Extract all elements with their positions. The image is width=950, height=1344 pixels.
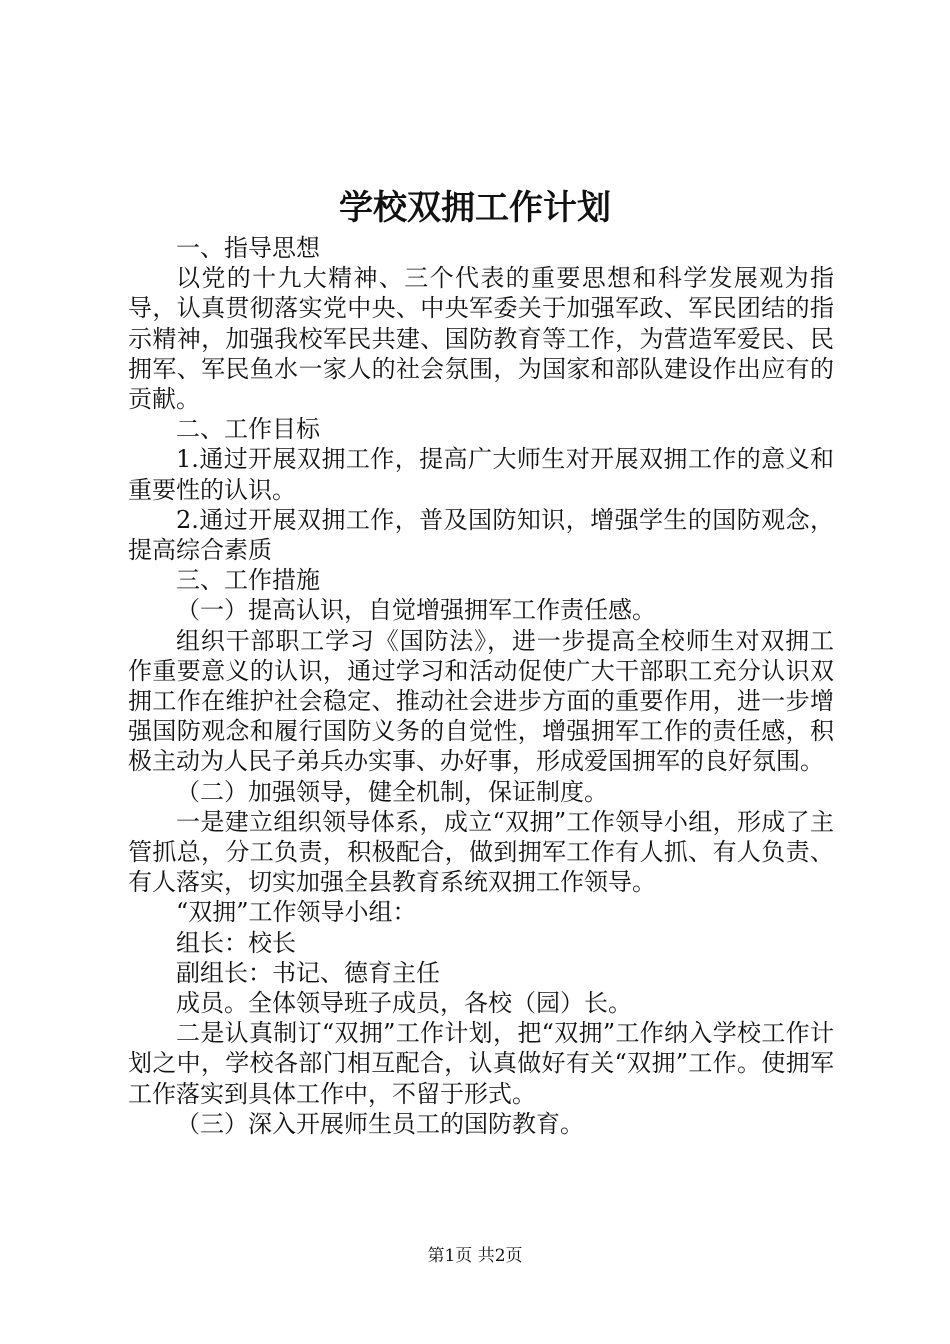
- paragraph-measure-2-part-2: 二是认真制订“双拥”工作计划，把“双拥”工作纳入学校工作计划之中，学校各部门相互配合，认真做好有关“双拥”工作。使拥军工作落实到具体工作中，不留于形式。: [128, 1019, 834, 1108]
- page-footer: 第1页 共2页: [427, 1246, 523, 1266]
- goal-item-1: 1.通过开展双拥工作，提高广大师生对开展双拥工作的意义和重要性的认识。: [128, 445, 834, 504]
- document-title: 学校双拥工作计划: [339, 188, 611, 228]
- leadership-group-leader: 组长：校长: [176, 928, 296, 957]
- subheading-measure-1: （一）提高认识，自觉增强拥军工作责任感。: [176, 596, 656, 625]
- section-heading-guiding-thought: 一、指导思想: [176, 234, 320, 262]
- paragraph-measure-2-part-1: 一是建立组织领导体系，成立“双拥”工作领导小组，形成了主管抓总，分工负责，积极配合，做到拥军工作有人抓、有人负责、有人落实，切实加强全县教育系统双拥工作领导。: [128, 807, 834, 897]
- paragraph-guiding-thought: 以党的十九大精神、三个代表的重要思想和科学发展观为指导，认真贯彻落实党中央、中央军委关于加强军政、军民团结的指示精神，加强我校军民共建、国防教育等工作，为营造军爱民、民拥军、军民鱼水一家人的社会氛围，为国家和部队建设作出应有的贡献。: [128, 264, 834, 414]
- subheading-measure-2: （二）加强领导，健全机制，保证制度。: [176, 777, 608, 806]
- section-heading-work-goals: 二、工作目标: [176, 415, 320, 444]
- leadership-group-deputy: 副组长：书记、德育主任: [176, 958, 440, 987]
- goal-item-2: 2.通过开展双拥工作，普及国防知识，增强学生的国防观念，提高综合素质: [128, 505, 834, 565]
- paragraph-measure-1: 组织干部职工学习《国防法》，进一步提高全校师生对双拥工作重要意义的认识，通过学习和活动促使广大干部职工充分认识双拥工作在维护社会稳定、推动社会进步方面的重要作用，进一步增强国防观念和履行国防义务的自觉性，增强拥军工作的责任感，积极主动为人民子弟兵办实事、办好事，形成爱国拥军的良好氛围。: [128, 626, 834, 776]
- leadership-group-label: “双拥”工作领导小组：: [176, 898, 417, 927]
- subheading-measure-3: （三）深入开展师生员工的国防教育。: [176, 1109, 584, 1138]
- document-body: [128, 233, 834, 1139]
- leadership-group-members: 成员。全体领导班子成员，各校（园）长。: [176, 989, 632, 1018]
- section-heading-work-measures: 三、工作措施: [176, 566, 320, 595]
